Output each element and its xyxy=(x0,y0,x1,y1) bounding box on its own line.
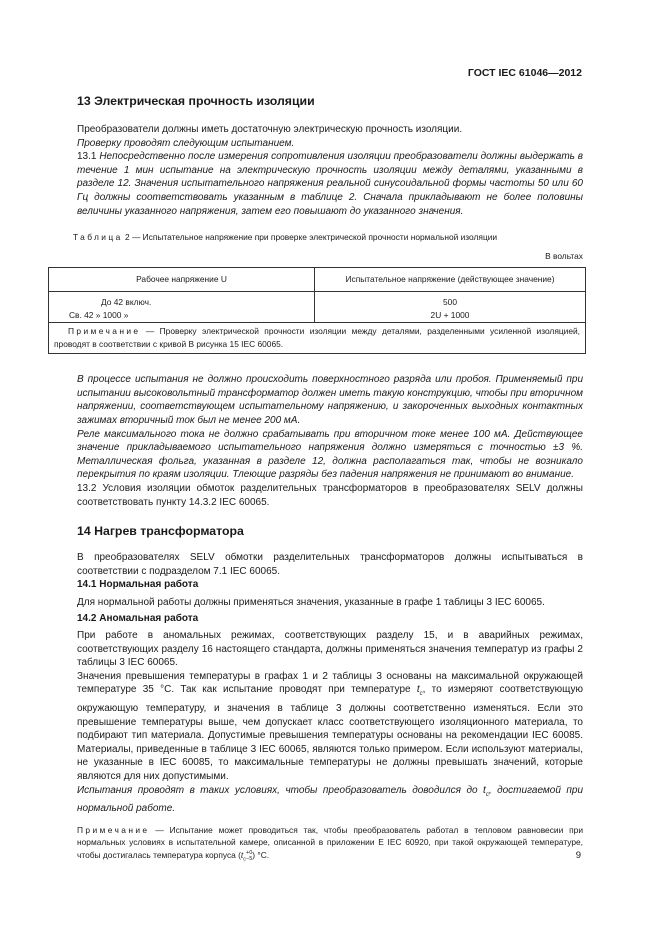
table-note-row xyxy=(49,323,586,354)
s13-paragraph-3 xyxy=(77,150,583,218)
s13-paragraph-1: Преобразователи должны иметь достаточную электрическую прочность изоляции. xyxy=(77,124,463,135)
working-voltage-row-2: Св. 42 » 1000 » xyxy=(69,309,129,320)
page-number: 9 xyxy=(575,850,581,861)
s14-paragraph-2: Для нормальной работы должны применяться значения, указанные в графе 1 таблицы 3 IEC 60065. xyxy=(77,596,545,608)
s14-note xyxy=(77,824,583,866)
s14-note-part-a: — Испытание может проводиться так, чтобы преобразователь работал в тепловом равновесии при нормальных условиях в испытательной камере, описанной в приложении Е IEC 60920, при такой окружающей температуре, чтобы достигалась температура корпуса ( xyxy=(77,824,583,860)
tc-letter-3: t xyxy=(240,849,244,860)
s13-paragraph-6: 13.2 Условия изоляции обмоток разделительных трансформаторов в преобразователях SELV должны соответствовать пункту 14.3.2 IEC 60065. xyxy=(77,482,583,508)
header-working-voltage: Рабочее напряжение U xyxy=(49,268,315,292)
tc-letter: t xyxy=(416,684,420,696)
tolerance-upper: +0 xyxy=(246,849,253,856)
test-voltage-cell xyxy=(315,292,586,323)
tc-letter-2: t xyxy=(483,784,486,796)
s13-paragraph-2: Проверку проводят следующим испытанием. xyxy=(77,137,295,149)
s14-paragraph-5 xyxy=(77,784,583,816)
s14-p5-part-a: Испытания проводят в таких условиях, чтобы преобразователь доводился до xyxy=(77,784,484,796)
s14-paragraph-4 xyxy=(77,670,583,784)
table-word: Таблица xyxy=(73,232,123,243)
working-voltage-cell xyxy=(49,292,315,323)
tolerance-lower: −5 xyxy=(246,855,253,862)
header-test-voltage: Испытательное напряжение (действующее значение) xyxy=(315,268,586,292)
page-content xyxy=(54,93,584,866)
tc-subscript-2: c xyxy=(485,791,489,798)
subsection-14-1-title: 14.1 Нормальная работа xyxy=(77,579,199,591)
table-header-row xyxy=(49,268,586,292)
s14-paragraph-3: При работе в аномальных режимах, соответствующих разделу 15, и в аварийных режимах, соответствующих разделу 16 настоящего стандарта, должны применяться значения температур из графы 2 таблицы 3 IEC 60065. xyxy=(77,630,583,669)
document-id: ГОСТ IEC 61046—2012 xyxy=(467,67,582,79)
test-voltage-row-2: 2U + 1000 xyxy=(430,309,470,320)
note-text: — Проверку электрической прочности изоляции между деталями, разделенными усиленной изоляцией, проводят в соответствии с кривой B рисунка 15 IEC 60065. xyxy=(54,326,580,349)
section-14-title: 14 Нагрев трансформатора xyxy=(77,524,244,539)
s13-paragraph-5: Реле максимального тока не должно срабатывать при вторичном токе менее 100 мА. Действующее значение прикладываемого испытательного напряжения должно измеряться с точностью ±3 %. Металлическая фольга, указанная в разделе 12, должна располагаться так, чтобы не возникало перекрытия по краям изоляции. Тлеющие разряды без падения напряжения не принимают во внимание. xyxy=(77,428,583,481)
test-voltage-row-1: 500 xyxy=(443,297,457,308)
s13-paragraph-4: В процессе испытания не должно происходить поверхностного разряда или пробоя. Применяемый при испытании высоковольтный трансформатор должен иметь такую конструкцию, чтобы при вторичном напряжении, соответствующем испытательному напряжению, и закороченных выходных контактных зажимах вторичный ток был не менее 200 мА. xyxy=(77,374,583,426)
tc-subscript: c xyxy=(419,691,423,698)
tc-subscript-3: c xyxy=(243,856,246,863)
working-voltage-row-1: До 42 включ. xyxy=(101,297,152,308)
section-13-title: 13 Электрическая прочность изоляции xyxy=(77,94,315,108)
note-word: Примечание xyxy=(68,326,141,337)
s14-p5-part-b: , достигаемой при нормальной работе. xyxy=(77,784,583,815)
table-units: В вольтах xyxy=(545,250,583,261)
subsection-14-2-title: 14.2 Аномальная работа xyxy=(77,613,199,625)
table-caption-text: 2 — Испытательное напряжение при проверке электрической прочности нормальной изоляции xyxy=(122,232,498,243)
s14-note-part-b: ) °С. xyxy=(252,849,270,860)
table-2 xyxy=(48,267,586,354)
table-note xyxy=(49,323,586,354)
s14-paragraph-1: В преобразователях SELV обмотки разделительных трансформаторов должны испытываться в соответствии с подразделом 7.1 IEC 60065. xyxy=(77,552,583,577)
table-row xyxy=(49,292,586,323)
s14-p4-part-a: Значения превышения температуры в графах 1 и 2 таблицы 3 основаны на максимальной окружающей температуре 35 °С. Так как испытание проводят при температуре xyxy=(77,670,583,696)
s14-p4-part-b: , то измеряют соответствующую окружающую температуру, и значения в таблице 3 должны соответственно изменяться. Если это превышение температуры выше, чем допускает класс соответствующего изоляционного материала, то подбирают тип материала. Допустимые превышения температуры основаны на рекомендации IEC 60085. Материалы, приведенные в таблице 3 IEC 60065, являются только примером. Если используют материалы, не указанные в IEC 60085, то максимальные температуры не должны превышать значений, которые являются для них допустимыми. xyxy=(77,684,584,782)
clause-13-1-text: Непосредственно после измерения сопротивления изоляции преобразователи должны выдержать в течение 1 мин испытание на электрическую прочность изоляции между деталями, указанными в разделе 12. Значения испытательного напряжения реальной синусоидальной формы частоты 50 или 60 Гц должны соответствовать указанным в таблице 2. Сначала прикладывают не более половины величины указанного напряжения, затем его повышают до указанного значения. xyxy=(77,151,583,217)
clause-13-1-number: 13.1 xyxy=(77,151,100,163)
table-2-caption xyxy=(73,231,583,245)
s14-note-word: Примечание xyxy=(77,824,150,835)
